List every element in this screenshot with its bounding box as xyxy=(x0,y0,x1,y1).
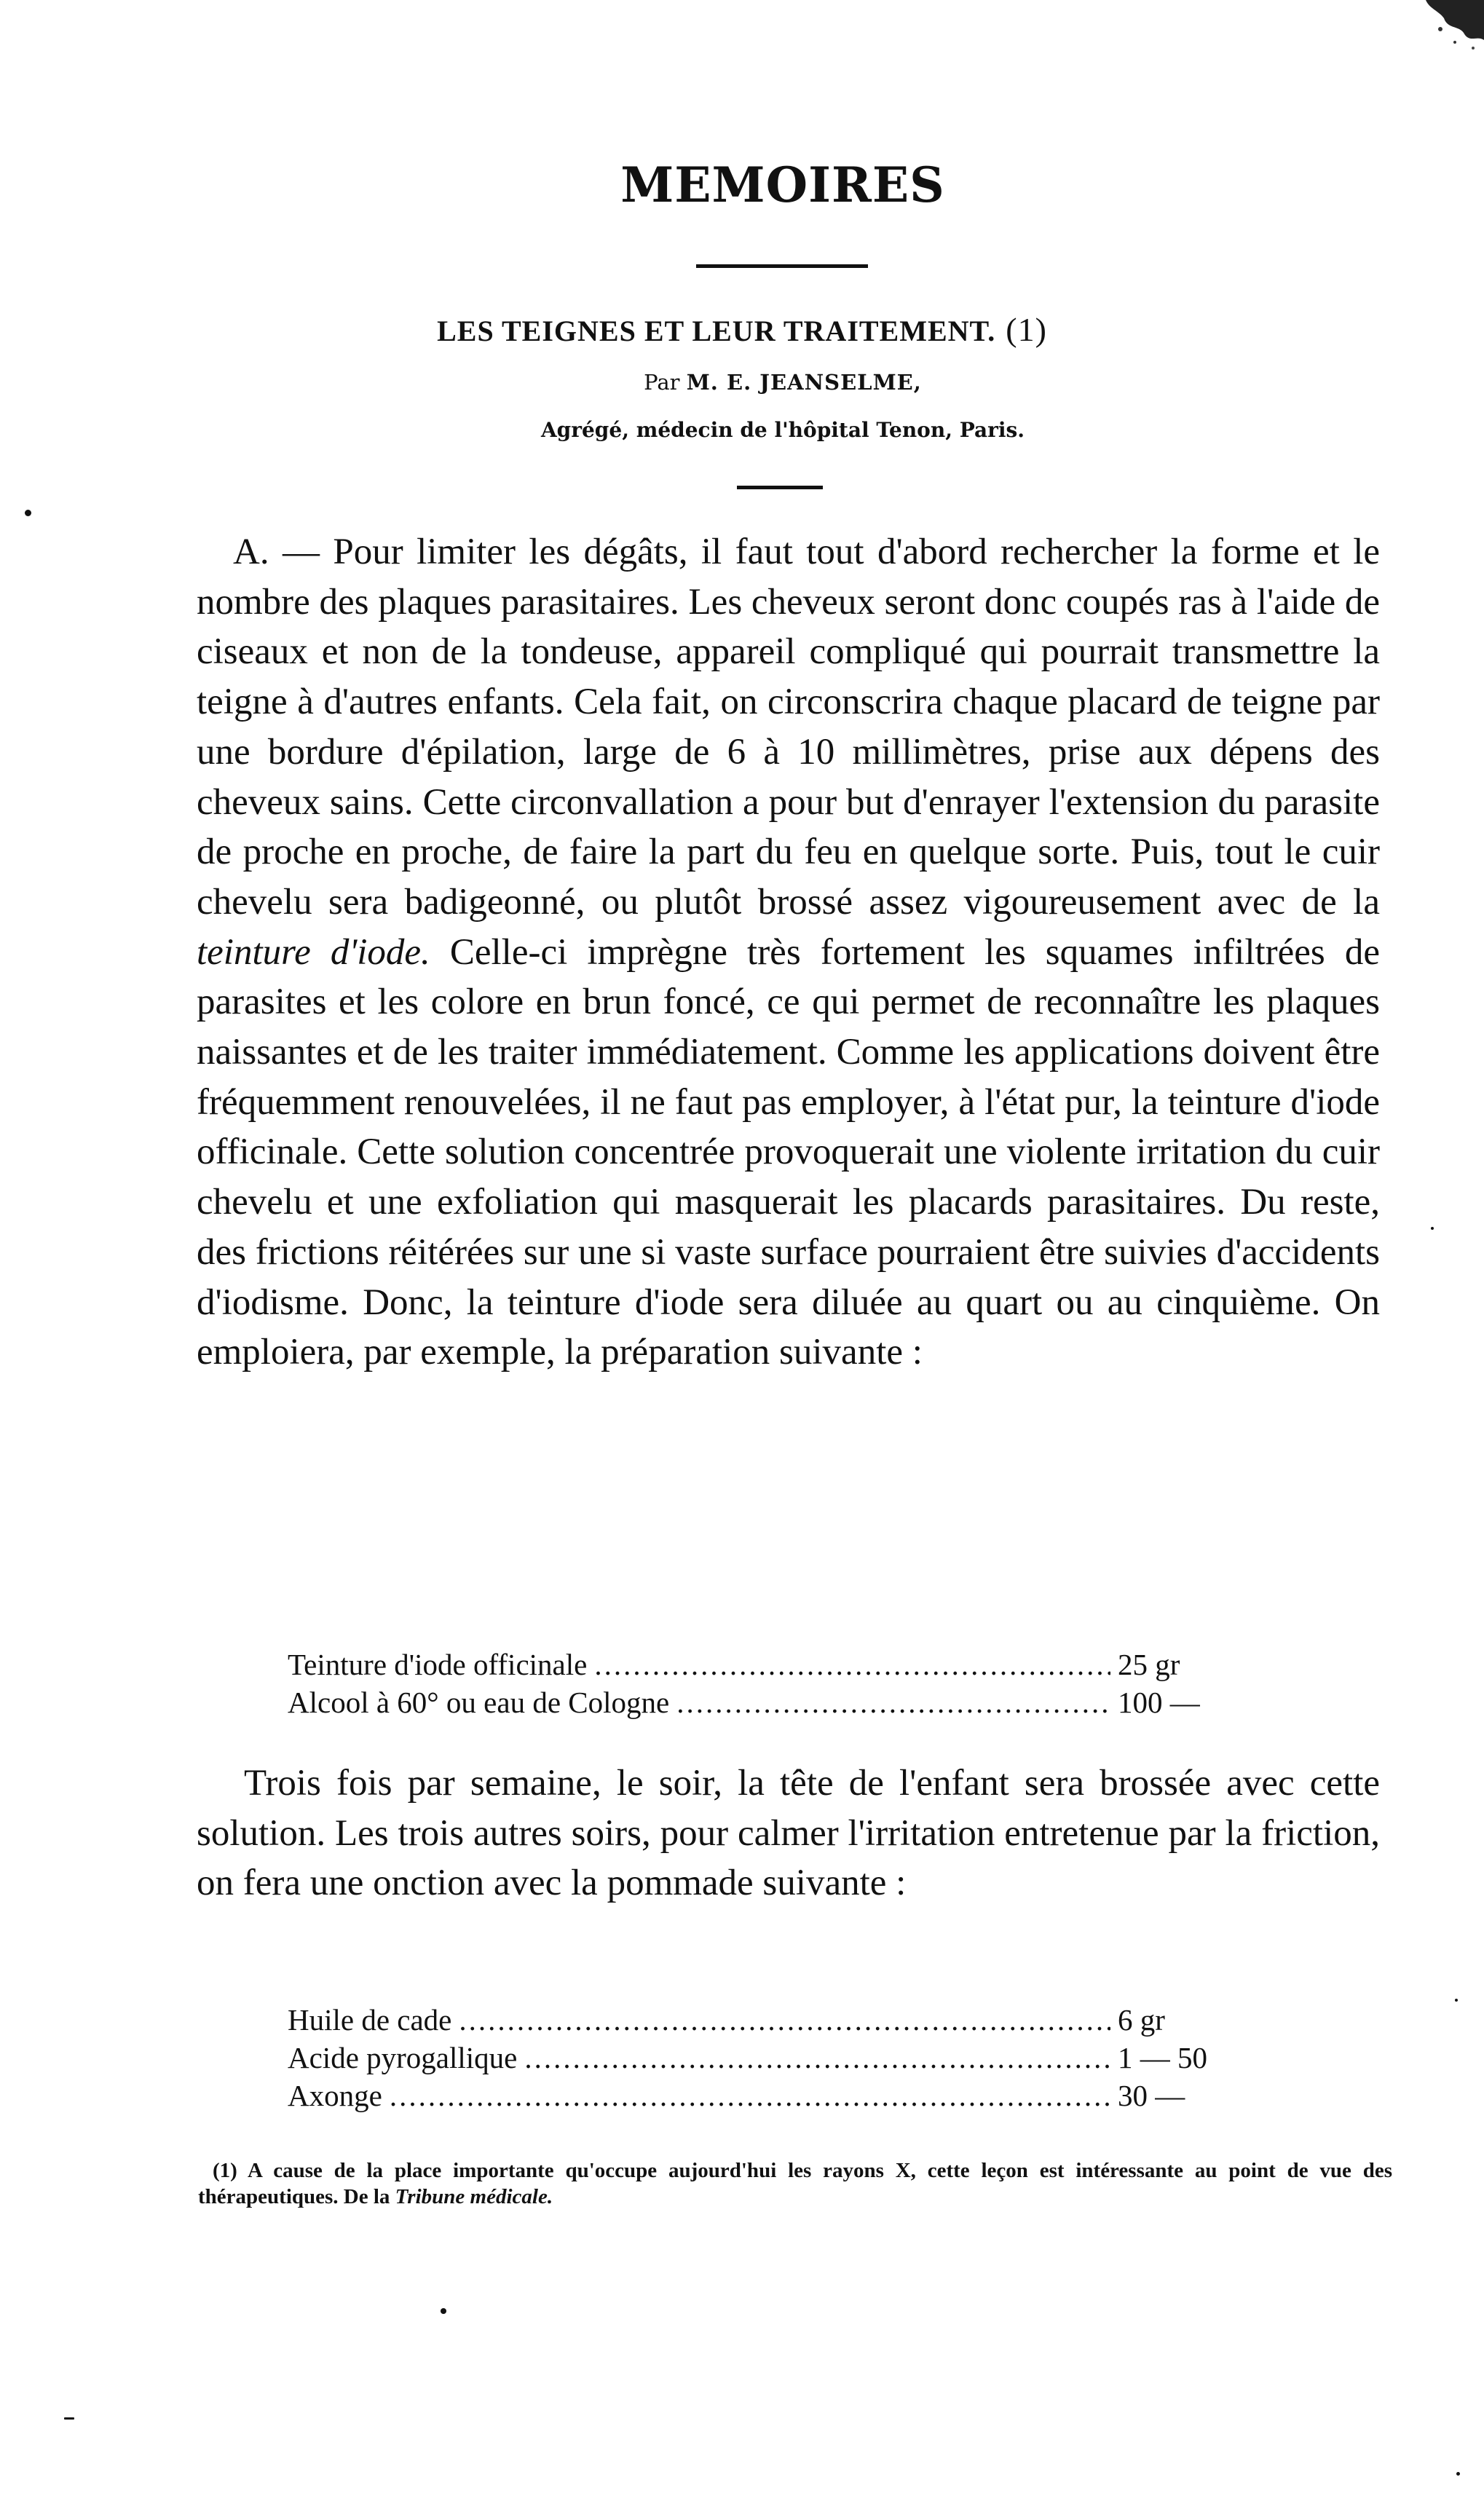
ingredient-name: Huile de cade xyxy=(288,2003,452,2037)
paragraph-2: Trois fois par semaine, le soir, la tête de l'enfant sera brossée avec cette solution. Les trois autres soirs, pour calmer l'irritation entretenue par la friction, on fera une onction avec la pommade suivante : xyxy=(197,1763,1380,1903)
article-title xyxy=(0,310,1484,349)
ingredient-name: Acide pyrogallique xyxy=(288,2041,518,2074)
ingredient-quantity: 1 — 50 xyxy=(1118,2041,1207,2074)
footnote-text: (1) A cause de la place importante qu'occupe aujourd'hui les rayons X, cette leçon est intéressante au point de vue des thérapeutiques. De la xyxy=(198,2159,1392,2208)
recipe-row xyxy=(288,2002,1249,2040)
recipe-row xyxy=(288,1647,1249,1685)
paragraph-1-continuation: Celle-ci imprègne très fortement les squames infiltrées de parasites et les colore en brun foncé, ce qui permet de reconnaître les plaques naissantes et de les traiter immédiatement. Comme les applications doivent être fréquemment renouvelées, il ne faut pas employer, à l'état pur, la teinture d'iode officinale. Cette solution concentrée provoquerait une violente irritation du cuir chevelu et une exfoliation qui masquerait les placards parasitaires. Du reste, des frictions réitérées sur une si vaste surface pourraient être suivies d'accidents d'iodisme. Donc, la teinture d'iode sera diluée au quart ou au cinquième. On emploiera, par exemple, la préparation suivante : xyxy=(197,931,1380,1373)
recipe-iodine xyxy=(288,1647,1249,1723)
footnote-source: Tribune médicale. xyxy=(395,2185,553,2208)
leader-dots xyxy=(676,1685,1110,1720)
paragraph-1-italic: teinture d'iode. xyxy=(197,931,430,973)
leader-dots xyxy=(524,2040,1110,2075)
ink-blot-mark xyxy=(1418,0,1484,51)
recipe-ointment xyxy=(288,2002,1249,2116)
leader-dots xyxy=(459,2002,1110,2037)
ink-speck xyxy=(1456,2472,1460,2476)
page-title: MEMOIRES xyxy=(620,157,945,213)
byline-prefix: Par xyxy=(644,370,680,395)
ingredient-name: Axonge xyxy=(288,2079,382,2112)
ink-speck xyxy=(25,510,31,516)
ink-speck xyxy=(1455,1999,1458,2002)
title-divider xyxy=(696,264,868,268)
ingredient-quantity: 25 gr xyxy=(1118,1648,1180,1681)
recipe-row xyxy=(288,2040,1249,2078)
leader-dots xyxy=(390,2078,1110,2113)
ingredient-quantity: 30 — xyxy=(1118,2079,1185,2112)
ingredient-quantity: 6 gr xyxy=(1118,2003,1165,2037)
author-affiliation: Agrégé, médecin de l'hôpital Tenon, Paris. xyxy=(540,418,1025,442)
ingredient-name: Teinture d'iode officinale xyxy=(288,1648,588,1681)
author-name: M. E. JEANSELME, xyxy=(686,370,922,395)
leader-dots xyxy=(594,1647,1110,1682)
ingredient-name: Alcool à 60° ou eau de Cologne xyxy=(288,1686,670,1719)
ingredient-quantity: 100 — xyxy=(1118,1686,1200,1719)
ink-speck xyxy=(1431,1227,1434,1230)
header-divider xyxy=(737,486,823,489)
recipe-row xyxy=(288,1685,1249,1723)
ink-speck xyxy=(441,2308,446,2314)
recipe-row xyxy=(288,2078,1249,2116)
article-title-text: LES TEIGNES ET LEUR TRAITEMENT. xyxy=(437,315,996,347)
byline xyxy=(0,370,1484,395)
paragraph-1-text: A. — Pour limiter les dégâts, il faut tout d'abord rechercher la forme et le nombre des plaques parasitaires. Les cheveux seront donc coupés ras à l'aide de ciseaux et non de la tondeuse, appareil compliqué qui pourrait transmettre la teigne à d'autres enfants. Cela fait, on circonscrira chaque placard de teigne par une bordure d'épilation, large de 6 à 10 millimètres, prise aux dépens des cheveux sains. Cette circonvallation a pour but d'enrayer l'extension du parasite de proche en proche, de faire la part du feu en quelque sorte. Puis, tout le cuir chevelu sera badigeonné, ou plutôt brossé assez vigoureusement avec de la xyxy=(197,532,1381,923)
footnote xyxy=(198,2157,1392,2210)
footnote-marker: (1) xyxy=(1006,311,1047,348)
paragraph-1 xyxy=(197,527,1380,1378)
ink-speck xyxy=(64,2417,74,2420)
